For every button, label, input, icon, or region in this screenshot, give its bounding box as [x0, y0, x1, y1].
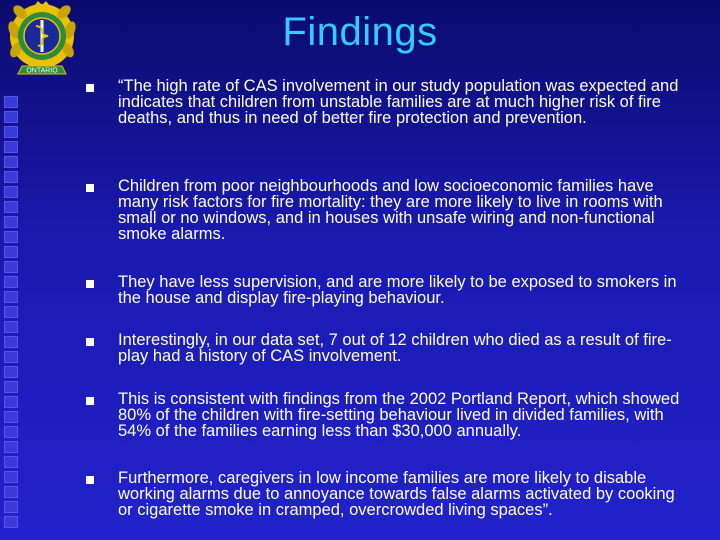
decorative-square: [4, 516, 18, 528]
crest-banner-text: ONTARIO: [26, 67, 58, 75]
decorative-square: [4, 396, 18, 408]
decorative-square: [4, 456, 18, 468]
decorative-square: [4, 426, 18, 438]
decorative-square: [4, 231, 18, 243]
decorative-square: [4, 336, 18, 348]
bullet-square-icon: [86, 338, 94, 346]
decorative-square: [4, 471, 18, 483]
slide-title: Findings: [282, 10, 438, 54]
decorative-square: [4, 201, 18, 213]
decorative-square: [4, 96, 18, 108]
decorative-square: [4, 381, 18, 393]
decorative-square: [4, 501, 18, 513]
bullet-text: They have less supervision, and are more likely to be exposed to smokers in the house and display fire-playing behaviour.: [118, 273, 677, 307]
decorative-square: [4, 186, 18, 198]
bullet-text: Interestingly, in our data set, 7 out of 12 children who died as a result of fire-play had a history of CAS involvement.: [118, 331, 672, 365]
decorative-square: [4, 291, 18, 303]
decorative-square: [4, 441, 18, 453]
decorative-square: [4, 486, 18, 498]
bullet-text: “The high rate of CAS involvement in our study population was expected and indicates that children from unstable families are at much higher risk of fire deaths, and thus in need of better fire protection and prevention.: [118, 77, 679, 127]
decorative-square: [4, 276, 18, 288]
bullet-square-icon: [86, 184, 94, 192]
bullet-square-icon: [86, 397, 94, 405]
decorative-square: [4, 321, 18, 333]
bullet-square-icon: [86, 280, 94, 288]
decorative-square: [4, 126, 18, 138]
decorative-square: [4, 261, 18, 273]
decorative-square: [4, 366, 18, 378]
decorative-square: [4, 156, 18, 168]
decorative-square: [4, 246, 18, 258]
decorative-square: [4, 111, 18, 123]
bullet-square-icon: [86, 84, 94, 92]
bullet-square-icon: [86, 476, 94, 484]
decorative-square: [4, 216, 18, 228]
bullet-text: Children from poor neighbourhoods and low socioeconomic families have many risk factors for fire mortality: they are more likely to live in rooms with small or no windows, and in houses with unsafe wiring and non-functional smoke alarms.: [118, 177, 663, 243]
bullet-text: This is consistent with findings from the 2002 Portland Report, which showed 80% of the children with fire-setting behaviour lived in divided families, with 54% of the families earning less than $30,000 annually.: [118, 390, 680, 440]
decorative-square: [4, 306, 18, 318]
decorative-square: [4, 351, 18, 363]
bullet-text: Furthermore, caregivers in low income families are more likely to disable working alarms due to annoyance towards false alarms activated by cooking or cigarette smoke in cramped, overcrowded living spaces”.: [118, 469, 675, 519]
decorative-square: [4, 171, 18, 183]
decorative-square: [4, 141, 18, 153]
decorative-square-strip: [2, 96, 18, 536]
decorative-square: [4, 411, 18, 423]
